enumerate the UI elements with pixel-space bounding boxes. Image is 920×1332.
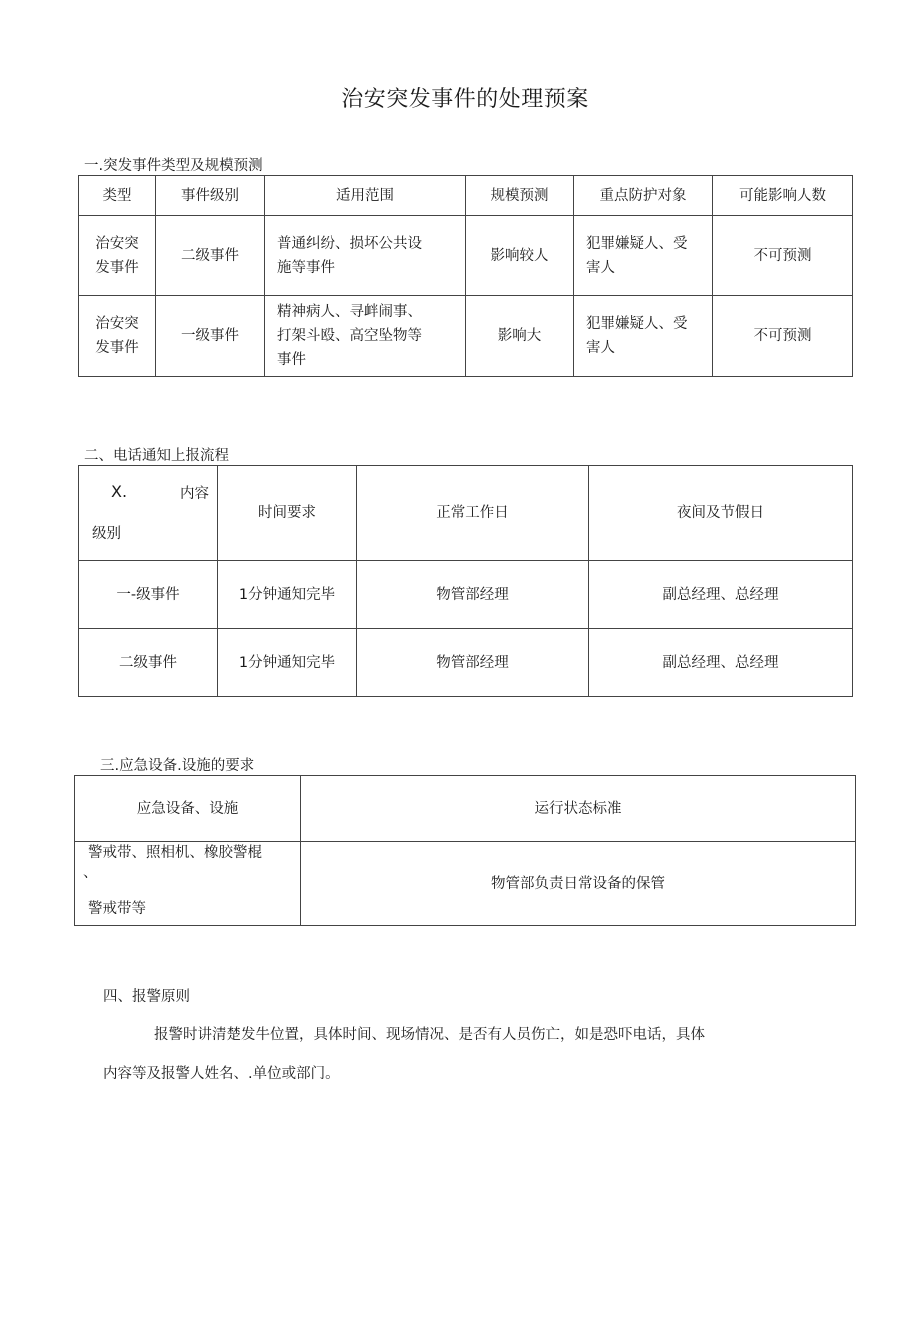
event-type-table bbox=[78, 175, 853, 377]
section-4-heading: 四、报警原则 bbox=[103, 989, 190, 1005]
table-header-row bbox=[75, 776, 856, 842]
scope-cell: 普通纠纷、损坏公共设 施等事件 bbox=[265, 216, 466, 296]
header-cell: 规模预测 bbox=[466, 176, 574, 216]
target-cell: 犯罪嫌疑人、受 害人 bbox=[574, 216, 713, 296]
type-cell: 治安突 发事件 bbox=[79, 216, 156, 296]
table-row bbox=[75, 842, 856, 926]
header-cell: 运行状态标准 bbox=[301, 776, 856, 842]
table-header-row bbox=[79, 466, 853, 561]
level-cell: 一-级事件 bbox=[79, 561, 218, 629]
paragraph-line: 内容等及报警人姓名、.单位或部门。 bbox=[103, 1066, 340, 1082]
corner-x-label: X. bbox=[111, 482, 128, 501]
workday-cell: 物管部经理 bbox=[357, 629, 589, 697]
table-row bbox=[79, 629, 853, 697]
count-cell: 不可预测 bbox=[713, 216, 853, 296]
level-cell: 一级事件 bbox=[156, 296, 265, 377]
section-3-heading: 三.应急设备.设施的要求 bbox=[100, 758, 255, 774]
corner-header-cell bbox=[79, 466, 218, 561]
scope-cell: 精神病人、寻衅闹事、 打架斗殴、高空坠物等 事件 bbox=[265, 296, 466, 377]
holiday-cell: 副总经理、总经理 bbox=[589, 561, 853, 629]
notification-table bbox=[78, 465, 853, 697]
corner-level-label: 级别 bbox=[92, 526, 121, 542]
workday-cell: 物管部经理 bbox=[357, 561, 589, 629]
equipment-cell: 警戒带、照相机、橡胶警棍 、 警戒带等 bbox=[75, 842, 301, 926]
header-cell: 适用范围 bbox=[265, 176, 466, 216]
section-2-heading: 二、电话通知上报流程 bbox=[84, 448, 229, 464]
scale-cell: 影响大 bbox=[466, 296, 574, 377]
corner-content-label: 内容 bbox=[180, 486, 209, 502]
header-cell: 夜间及节假日 bbox=[589, 466, 853, 561]
level-cell: 二级事件 bbox=[156, 216, 265, 296]
target-cell: 犯罪嫌疑人、受 害人 bbox=[574, 296, 713, 377]
table-header-row bbox=[79, 176, 853, 216]
header-cell: 可能影响人数 bbox=[713, 176, 853, 216]
count-cell: 不可预测 bbox=[713, 296, 853, 377]
holiday-cell: 副总经理、总经理 bbox=[589, 629, 853, 697]
table-row bbox=[79, 296, 853, 377]
header-cell: 应急设备、设施 bbox=[75, 776, 301, 842]
page-title: 治安突发事件的处理预案 bbox=[341, 87, 589, 112]
table-row bbox=[79, 216, 853, 296]
header-cell: 事件级别 bbox=[156, 176, 265, 216]
equipment-table bbox=[74, 775, 856, 926]
time-cell: 1分钟通知完毕 bbox=[218, 629, 357, 697]
scale-cell: 影响较人 bbox=[466, 216, 574, 296]
paragraph-line: 报警时讲清楚发牛位置，具体时间、现场情况、是否有人员伤亡，如是恐吓电话，具体 bbox=[154, 1027, 705, 1043]
section-1-heading: 一.突发事件类型及规模预测 bbox=[84, 158, 263, 174]
header-cell: 时间要求 bbox=[218, 466, 357, 561]
header-cell: 正常工作日 bbox=[357, 466, 589, 561]
header-cell: 重点防护对象 bbox=[574, 176, 713, 216]
standard-cell: 物管部负责日常设备的保管 bbox=[301, 842, 856, 926]
time-cell: 1分钟通知完毕 bbox=[218, 561, 357, 629]
level-cell: 二级事件 bbox=[79, 629, 218, 697]
header-cell: 类型 bbox=[79, 176, 156, 216]
type-cell: 治安突 发事件 bbox=[79, 296, 156, 377]
table-row bbox=[79, 561, 853, 629]
